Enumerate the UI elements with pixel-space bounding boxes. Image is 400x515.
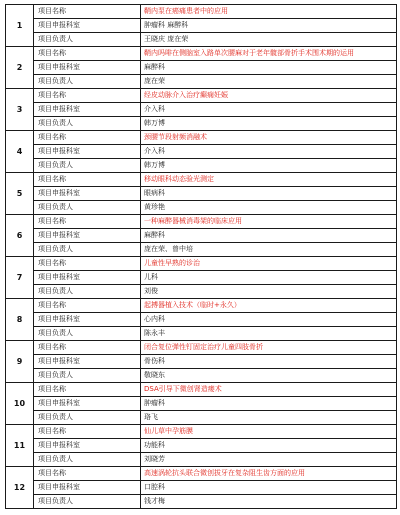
table-row bbox=[6, 103, 397, 117]
table-row bbox=[6, 215, 397, 229]
table-row bbox=[6, 173, 397, 187]
field-label-department: 项目申报科室 bbox=[34, 481, 141, 495]
project-title: 高速涡轮抗头联合微创拔牙在复杂阻生齿方面的应用 bbox=[141, 467, 397, 481]
field-label-name: 项目名称 bbox=[34, 383, 141, 397]
project-leader: 钱才梅 bbox=[141, 495, 397, 509]
table-row bbox=[6, 201, 397, 215]
project-number: 9 bbox=[6, 341, 34, 383]
field-label-name: 项目名称 bbox=[34, 425, 141, 439]
project-number: 10 bbox=[6, 383, 34, 425]
table-row bbox=[6, 131, 397, 145]
table-row bbox=[6, 495, 397, 509]
field-label-leader: 项目负责人 bbox=[34, 369, 141, 383]
table-row bbox=[6, 341, 397, 355]
table-row bbox=[6, 383, 397, 397]
project-leader: 刘俊 bbox=[141, 285, 397, 299]
project-title: DSA引导下微创肾造瘘术 bbox=[141, 383, 397, 397]
project-title: 颈腰节段射频消融术 bbox=[141, 131, 397, 145]
field-label-leader: 项目负责人 bbox=[34, 75, 141, 89]
project-department: 心内科 bbox=[141, 313, 397, 327]
field-label-leader: 项目负责人 bbox=[34, 453, 141, 467]
project-number: 2 bbox=[6, 47, 34, 89]
field-label-name: 项目名称 bbox=[34, 89, 141, 103]
project-title: 移动眼科动态验光测定 bbox=[141, 173, 397, 187]
table-row bbox=[6, 19, 397, 33]
project-number: 11 bbox=[6, 425, 34, 467]
table-row bbox=[6, 327, 397, 341]
project-title: 闭合复位弹性钉固定治疗儿童四肢骨折 bbox=[141, 341, 397, 355]
field-label-leader: 项目负责人 bbox=[34, 495, 141, 509]
table-row bbox=[6, 145, 397, 159]
field-label-department: 项目申报科室 bbox=[34, 19, 141, 33]
table-row bbox=[6, 61, 397, 75]
project-leader: 韩万博 bbox=[141, 117, 397, 131]
field-label-department: 项目申报科室 bbox=[34, 145, 141, 159]
project-department: 口腔科 bbox=[141, 481, 397, 495]
project-title: 起搏器植入技术（临时+永久） bbox=[141, 299, 397, 313]
project-leader: 陈永丰 bbox=[141, 327, 397, 341]
project-number: 7 bbox=[6, 257, 34, 299]
field-label-department: 项目申报科室 bbox=[34, 103, 141, 117]
table-row bbox=[6, 453, 397, 467]
project-title: 经皮动脉介入治疗癫痫妊娠 bbox=[141, 89, 397, 103]
project-number: 3 bbox=[6, 89, 34, 131]
field-label-name: 项目名称 bbox=[34, 299, 141, 313]
project-table bbox=[5, 4, 397, 509]
field-label-name: 项目名称 bbox=[34, 5, 141, 19]
project-department: 肿瘤科 bbox=[141, 397, 397, 411]
project-title: 鞘内吗啡在侧脑室入路单次腰麻对于老年髋部骨折手术围术期的运用 bbox=[141, 47, 397, 61]
field-label-department: 项目申报科室 bbox=[34, 61, 141, 75]
project-leader: 王晓庆 庞在荣 bbox=[141, 33, 397, 47]
project-department: 介入科 bbox=[141, 145, 397, 159]
field-label-leader: 项目负责人 bbox=[34, 159, 141, 173]
table-row bbox=[6, 271, 397, 285]
table-row bbox=[6, 467, 397, 481]
field-label-department: 项目申报科室 bbox=[34, 397, 141, 411]
field-label-leader: 项目负责人 bbox=[34, 243, 141, 257]
project-department: 肿瘤科 麻醉科 bbox=[141, 19, 397, 33]
project-department: 骨伤科 bbox=[141, 355, 397, 369]
table-row bbox=[6, 33, 397, 47]
project-leader: 刘晓芳 bbox=[141, 453, 397, 467]
table-row bbox=[6, 355, 397, 369]
project-number: 1 bbox=[6, 5, 34, 47]
table-row bbox=[6, 159, 397, 173]
field-label-name: 项目名称 bbox=[34, 47, 141, 61]
table-row bbox=[6, 5, 397, 19]
table-row bbox=[6, 481, 397, 495]
field-label-department: 项目申报科室 bbox=[34, 187, 141, 201]
project-number: 5 bbox=[6, 173, 34, 215]
field-label-name: 项目名称 bbox=[34, 341, 141, 355]
project-department: 功能科 bbox=[141, 439, 397, 453]
project-department: 麻醉科 bbox=[141, 61, 397, 75]
project-table-body bbox=[6, 5, 397, 509]
project-department: 介入科 bbox=[141, 103, 397, 117]
project-leader: 敬晓东 bbox=[141, 369, 397, 383]
field-label-name: 项目名称 bbox=[34, 257, 141, 271]
table-row bbox=[6, 243, 397, 257]
project-number: 12 bbox=[6, 467, 34, 509]
table-row bbox=[6, 117, 397, 131]
field-label-leader: 项目负责人 bbox=[34, 117, 141, 131]
field-label-leader: 项目负责人 bbox=[34, 285, 141, 299]
table-row bbox=[6, 75, 397, 89]
table-row bbox=[6, 257, 397, 271]
project-leader: 珞飞 bbox=[141, 411, 397, 425]
field-label-department: 项目申报科室 bbox=[34, 355, 141, 369]
field-label-leader: 项目负责人 bbox=[34, 411, 141, 425]
field-label-leader: 项目负责人 bbox=[34, 201, 141, 215]
table-row bbox=[6, 411, 397, 425]
project-title: 一种麻醉器械消毒架的临床应用 bbox=[141, 215, 397, 229]
project-leader: 黄珍艳 bbox=[141, 201, 397, 215]
project-title: 仙儿草中孕筋膜 bbox=[141, 425, 397, 439]
table-row bbox=[6, 299, 397, 313]
table-row bbox=[6, 313, 397, 327]
field-label-leader: 项目负责人 bbox=[34, 327, 141, 341]
field-label-name: 项目名称 bbox=[34, 131, 141, 145]
field-label-leader: 项目负责人 bbox=[34, 33, 141, 47]
project-department: 麻醉科 bbox=[141, 229, 397, 243]
table-row bbox=[6, 369, 397, 383]
project-title: 儿童性早熟的诊治 bbox=[141, 257, 397, 271]
project-title: 鞘内泵在癌痛患者中的应用 bbox=[141, 5, 397, 19]
table-row bbox=[6, 439, 397, 453]
table-row bbox=[6, 397, 397, 411]
field-label-name: 项目名称 bbox=[34, 215, 141, 229]
project-number: 4 bbox=[6, 131, 34, 173]
table-row bbox=[6, 285, 397, 299]
project-number: 8 bbox=[6, 299, 34, 341]
project-leader: 庞在荣 bbox=[141, 75, 397, 89]
field-label-name: 项目名称 bbox=[34, 173, 141, 187]
table-row bbox=[6, 229, 397, 243]
project-number: 6 bbox=[6, 215, 34, 257]
project-department: 儿科 bbox=[141, 271, 397, 285]
project-leader: 韩万博 bbox=[141, 159, 397, 173]
field-label-department: 项目申报科室 bbox=[34, 439, 141, 453]
table-row bbox=[6, 89, 397, 103]
field-label-department: 项目申报科室 bbox=[34, 313, 141, 327]
project-department: 眼病科 bbox=[141, 187, 397, 201]
table-row bbox=[6, 187, 397, 201]
field-label-department: 项目申报科室 bbox=[34, 229, 141, 243]
table-row bbox=[6, 425, 397, 439]
table-row bbox=[6, 47, 397, 61]
project-list-document bbox=[5, 4, 396, 512]
field-label-name: 项目名称 bbox=[34, 467, 141, 481]
field-label-department: 项目申报科室 bbox=[34, 271, 141, 285]
project-leader: 庞在荣、曾中培 bbox=[141, 243, 397, 257]
